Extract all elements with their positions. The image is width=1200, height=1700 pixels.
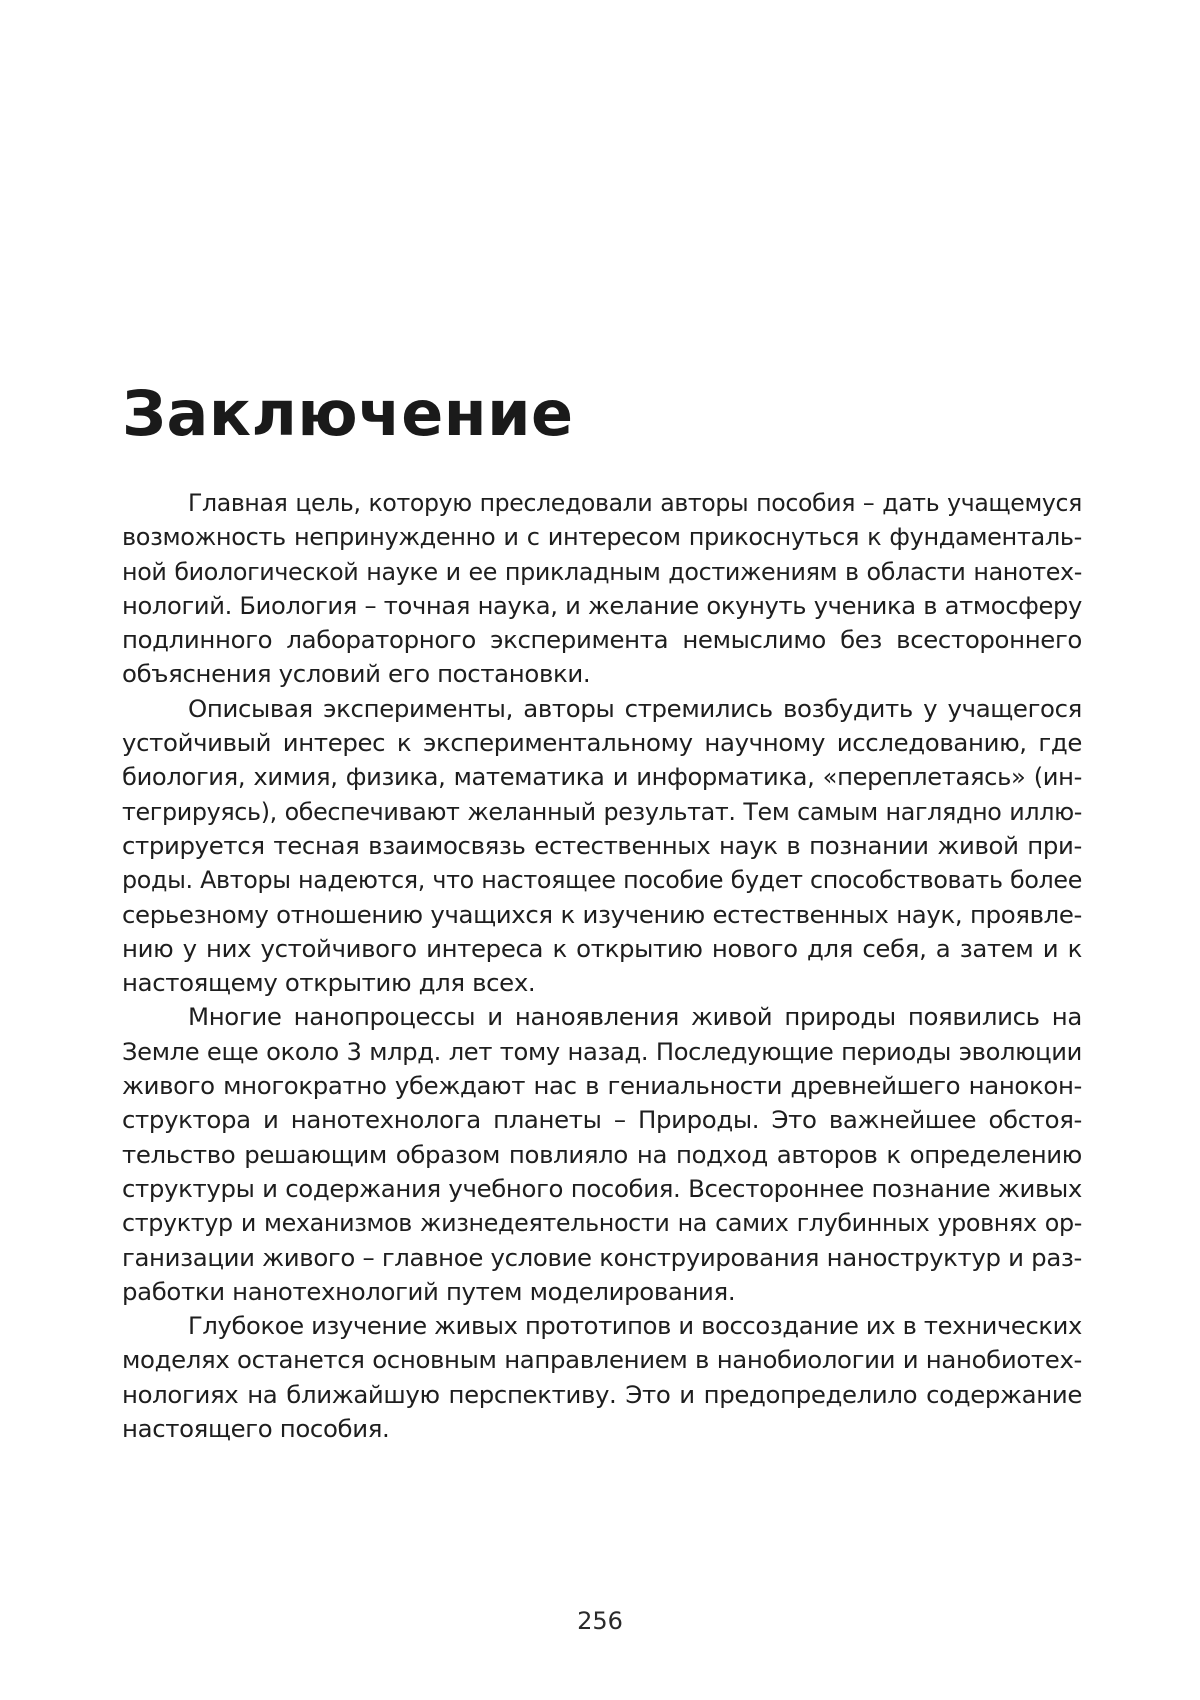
text-line: настоящего пособия.	[122, 1414, 390, 1444]
text-line: Главная цель, которую преследовали авторы пособия – дать учащемуся	[188, 489, 1082, 517]
text-line: тельство решающим образом повлияло на подход авторов к определению	[122, 1139, 1082, 1169]
paragraph	[122, 692, 1082, 1001]
text-line: нологиях на ближайшую перспективу. Это и предопределило содержание	[122, 1379, 1082, 1409]
text-line: тегрируясь), обеспечивают желанный результат. Тем самым наглядно иллю-	[122, 797, 1082, 826]
text-line: моделях останется основным направлением в нанобиологии и нанобиотех-	[122, 1345, 1082, 1375]
text-line: стрируется тесная взаимосвязь естественных наук в познании живой при-	[122, 830, 1082, 860]
text-line: Земле еще около 3 млрд. лет тому назад. Последующие периоды эволюции	[122, 1037, 1082, 1066]
text-line: структур и механизмов жизнедеятельности на самих глубинных уровнях ор-	[122, 1209, 1082, 1238]
text-line: ганизации живого – главное условие конструирования наноструктур и раз-	[122, 1242, 1082, 1272]
text-line: Глубокое изучение живых прототипов и воссоздание их в технических	[188, 1312, 1082, 1341]
text-line: нологий. Биология – точная наука, и желание окунуть ученика в атмосферу	[122, 591, 1082, 620]
text-line: Описывая эксперименты, авторы стремились возбудить у учащегося	[188, 693, 1082, 723]
text-line: нию у них устойчивого интереса к открытию нового для себя, а затем и к	[122, 933, 1082, 963]
text-line: устойчивый интерес к экспериментальному научному исследованию, где	[122, 728, 1082, 758]
paragraph	[122, 1309, 1082, 1446]
body-text	[122, 486, 1082, 1446]
text-line: объяснения условий его постановки.	[122, 659, 591, 689]
text-line: подлинного лабораторного эксперимента немыслимо без всестороннего	[122, 625, 1082, 655]
page-number: 256	[577, 1607, 623, 1635]
chapter-title: Заключение	[122, 377, 574, 450]
text-line: Многие нанопроцессы и наноявления живой природы появились на	[188, 1002, 1082, 1032]
text-line: серьезному отношению учащихся к изучению естественных наук, проявле-	[122, 899, 1082, 929]
text-line: возможность непринужденно и с интересом прикоснуться к фундаменталь-	[122, 523, 1082, 552]
text-line: структуры и содержания учебного пособия. Всестороннее познание живых	[122, 1173, 1082, 1203]
text-line: ной биологической науке и ее прикладным достижениям в области нанотех-	[122, 557, 1082, 586]
paragraph	[122, 1000, 1082, 1309]
text-line: работки нанотехнологий путем моделирования.	[122, 1276, 736, 1306]
text-line: структора и нанотехнолога планеты – Природы. Это важнейшее обстоя-	[122, 1105, 1082, 1135]
text-line: настоящему открытию для всех.	[122, 968, 536, 998]
paragraph	[122, 486, 1082, 692]
text-line: биология, химия, физика, математика и информатика, «переплетаясь» (ин-	[122, 763, 1082, 792]
text-line: живого многократно убеждают нас в гениальности древнейшего нанокон-	[122, 1071, 1082, 1101]
text-line: роды. Авторы надеются, что настоящее пособие будет способствовать более	[122, 866, 1082, 895]
